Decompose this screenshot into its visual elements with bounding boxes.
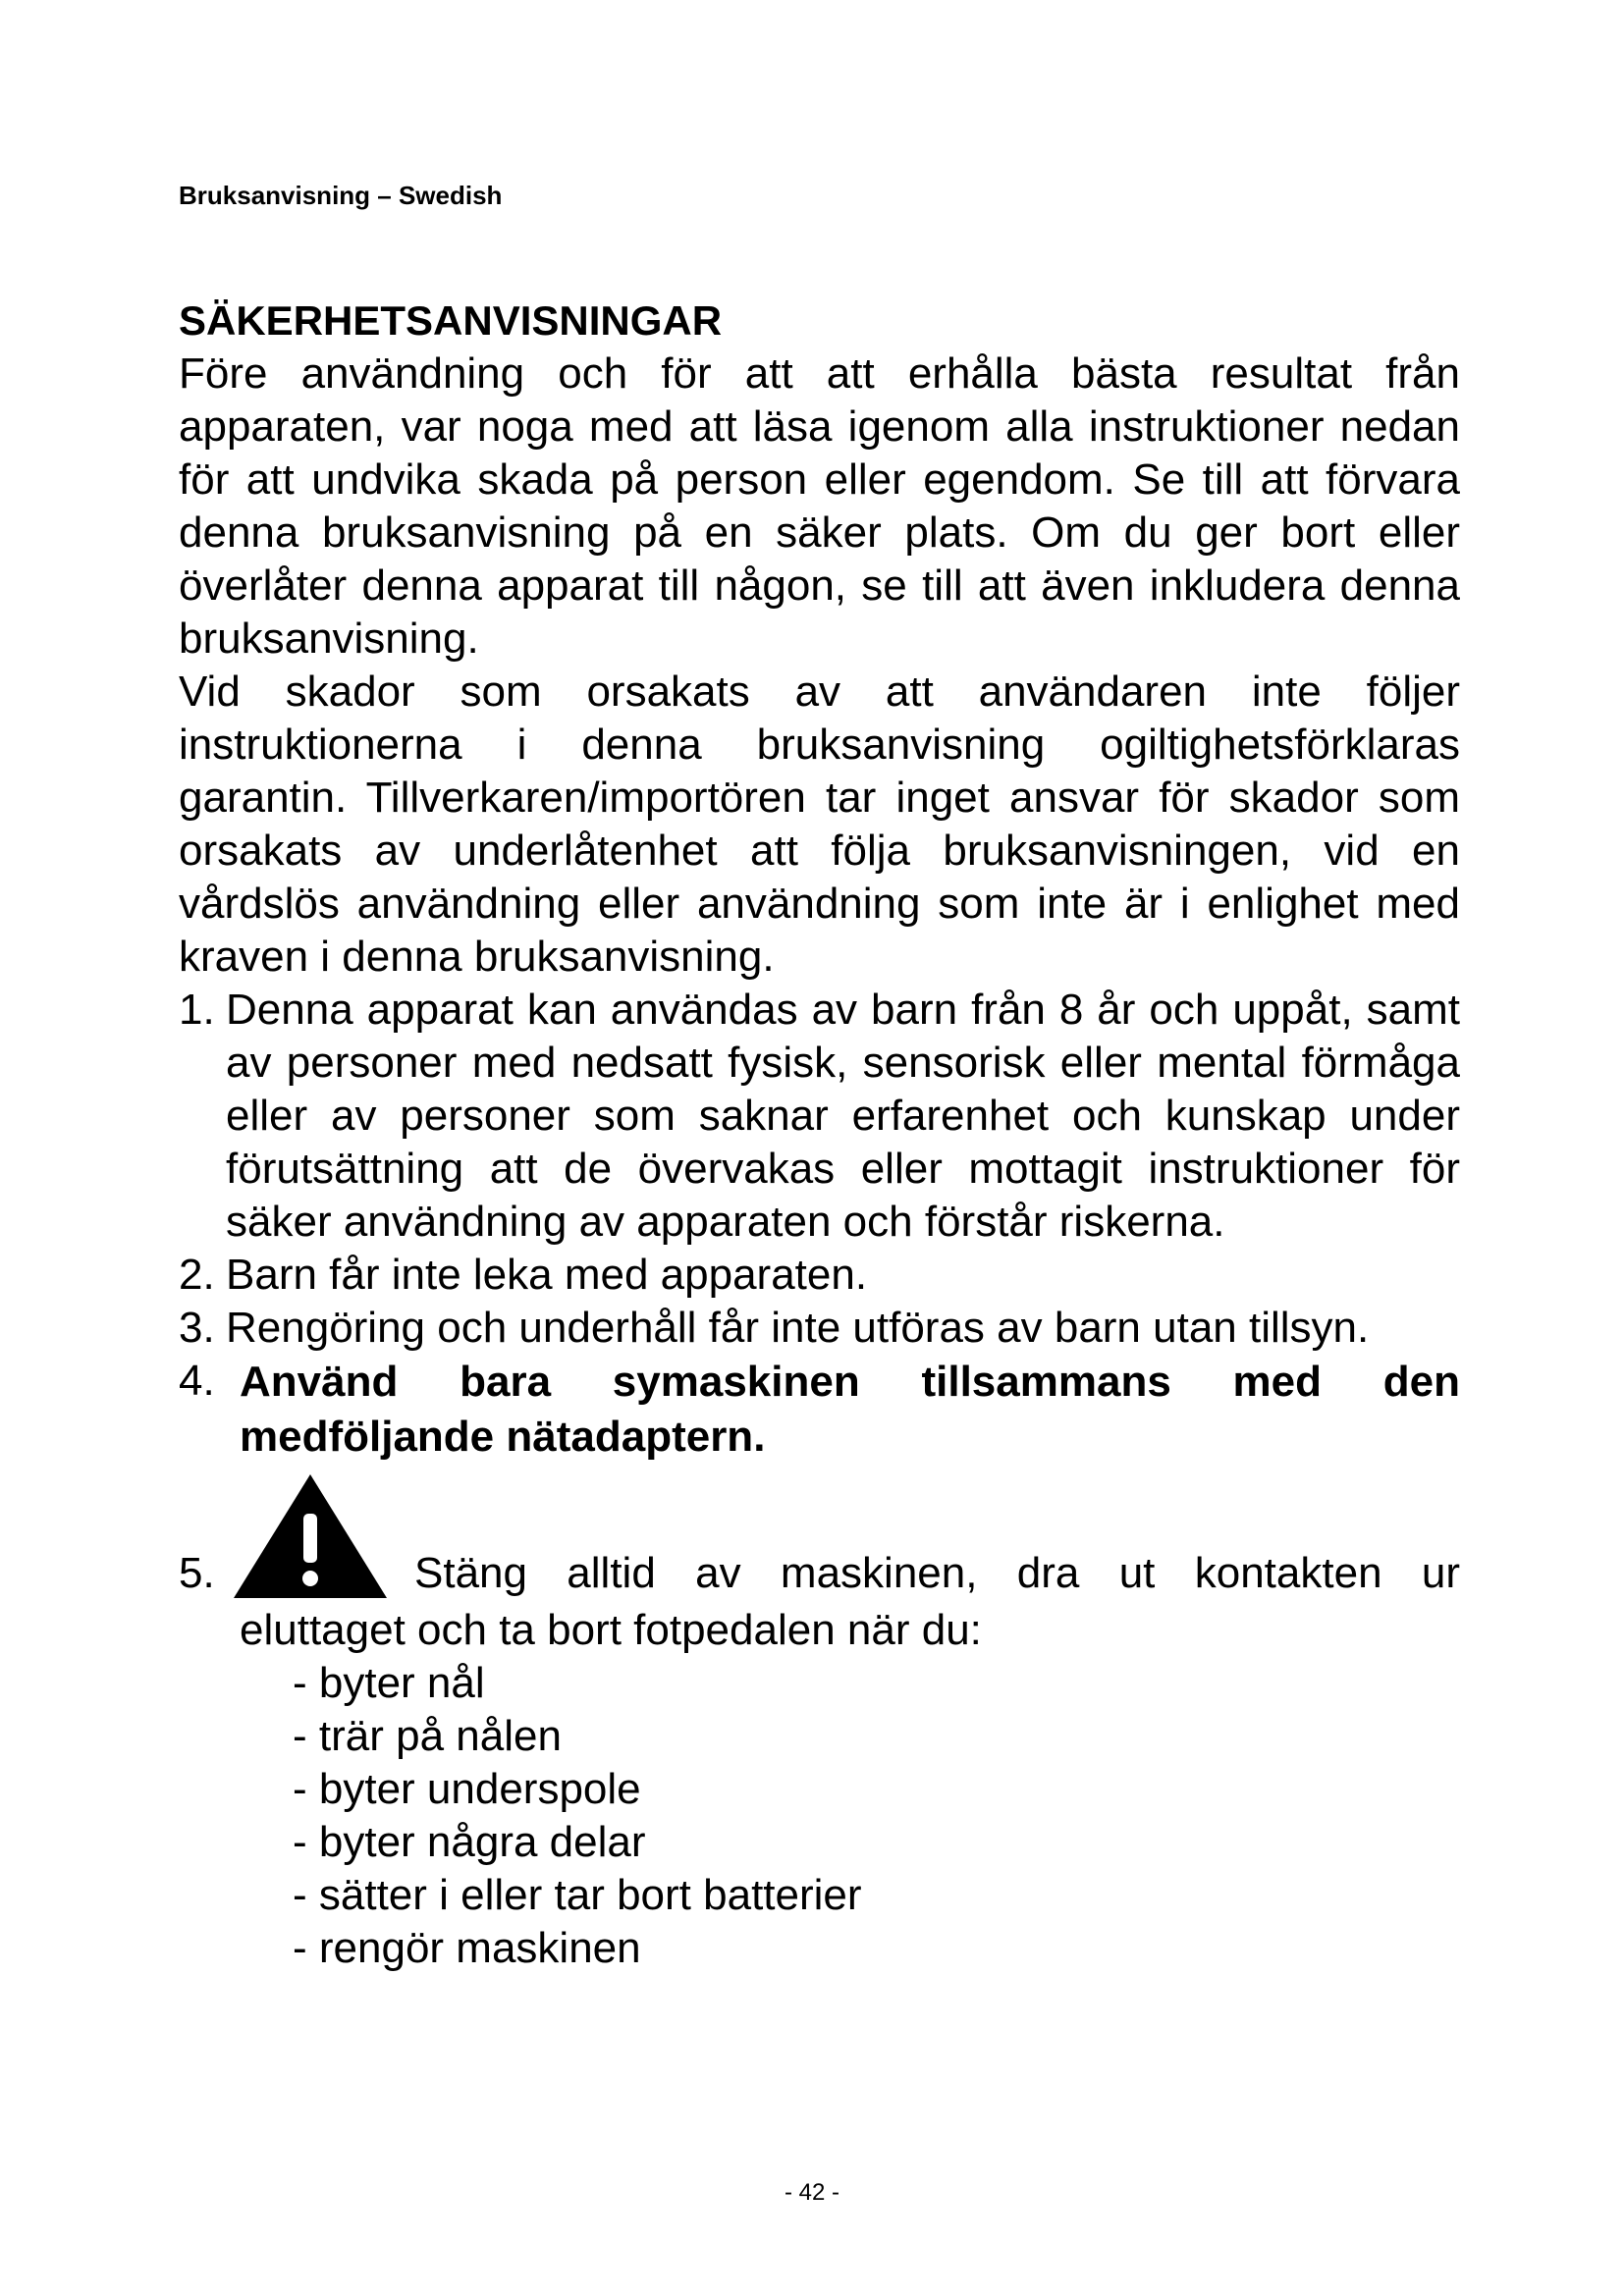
- list-item-number: 3.: [179, 1304, 215, 1352]
- list-item: [179, 1249, 1460, 1302]
- list-item: [179, 984, 1460, 1249]
- list-item-text: Använd bara symaskinen tillsammans med den medföljande nätadaptern.: [240, 1358, 1460, 1461]
- safety-list: [179, 984, 1460, 1465]
- intro-paragraph: Före användning och för att att erhålla bästa resultat från apparaten, var noga med att läsa igenom alla instruktioner nedan för att undvika skada på person eller egendom. Se till att förvara denna bruksanvisning på en säker plats. Om du ger bort eller överlåter denna apparat till någon, se till att även inkludera denna bruksanvisning.: [179, 349, 1460, 663]
- list-item-number: 4.: [179, 1357, 215, 1405]
- section-heading: SÄKERHETSANVISNINGAR: [179, 297, 723, 344]
- document-body: [179, 294, 1460, 1975]
- list-item-text: Denna apparat kan användas av barn från 8 år och uppåt, samt av personer med nedsatt fysisk, sensorisk eller mental förmåga eller av personer som saknar erfarenhet och kunskap under förutsättning att de övervakas eller mottagit instruktioner för säker användning av apparaten och förstår riskerna.: [226, 986, 1460, 1246]
- warning-triangle-icon: [232, 1472, 389, 1600]
- warning-text-continued: [179, 1604, 1460, 1975]
- warranty-paragraph: Vid skador som orsakats av att användaren inte följer instruktionerna i denna bruksanvisning ogiltighetsförklaras garantin. Tillverkaren/importören tar inget ansvar för skador som orsakats av underlåtenhet att följa bruksanvisningen, vid en vårdslös användning eller användning som inte är i enlighet med kraven i denna bruksanvisning.: [179, 667, 1460, 981]
- warning-text-line: eluttaget och ta bort fotpedalen när du:: [240, 1606, 982, 1654]
- task-item: - byter nål: [293, 1659, 485, 1707]
- list-item: [179, 1355, 1460, 1465]
- task-item: - trär på nålen: [293, 1712, 562, 1760]
- task-item: - sätter i eller tar bort batterier: [293, 1871, 862, 1919]
- list-item-number: 2.: [179, 1251, 215, 1299]
- task-list: [240, 1657, 1460, 1975]
- page-header: Bruksanvisning – Swedish: [179, 181, 503, 210]
- warning-text-line: Stäng alltid av maskinen, dra ut kontakten ur: [414, 1549, 1460, 1597]
- list-item-text: Barn får inte leka med apparaten.: [226, 1251, 868, 1299]
- task-item: - byter underspole: [293, 1765, 641, 1813]
- task-item: - rengör maskinen: [293, 1924, 641, 1972]
- list-item: [179, 1302, 1460, 1355]
- task-item: - byter några delar: [293, 1818, 646, 1866]
- list-item-text: Rengöring och underhåll får inte utföras av barn utan tillsyn.: [226, 1304, 1370, 1352]
- page-number: - 42 -: [784, 2179, 839, 2206]
- warning-item: [179, 1472, 1460, 1600]
- list-item-number: 5.: [179, 1549, 215, 1597]
- list-item-number: 1.: [179, 986, 215, 1034]
